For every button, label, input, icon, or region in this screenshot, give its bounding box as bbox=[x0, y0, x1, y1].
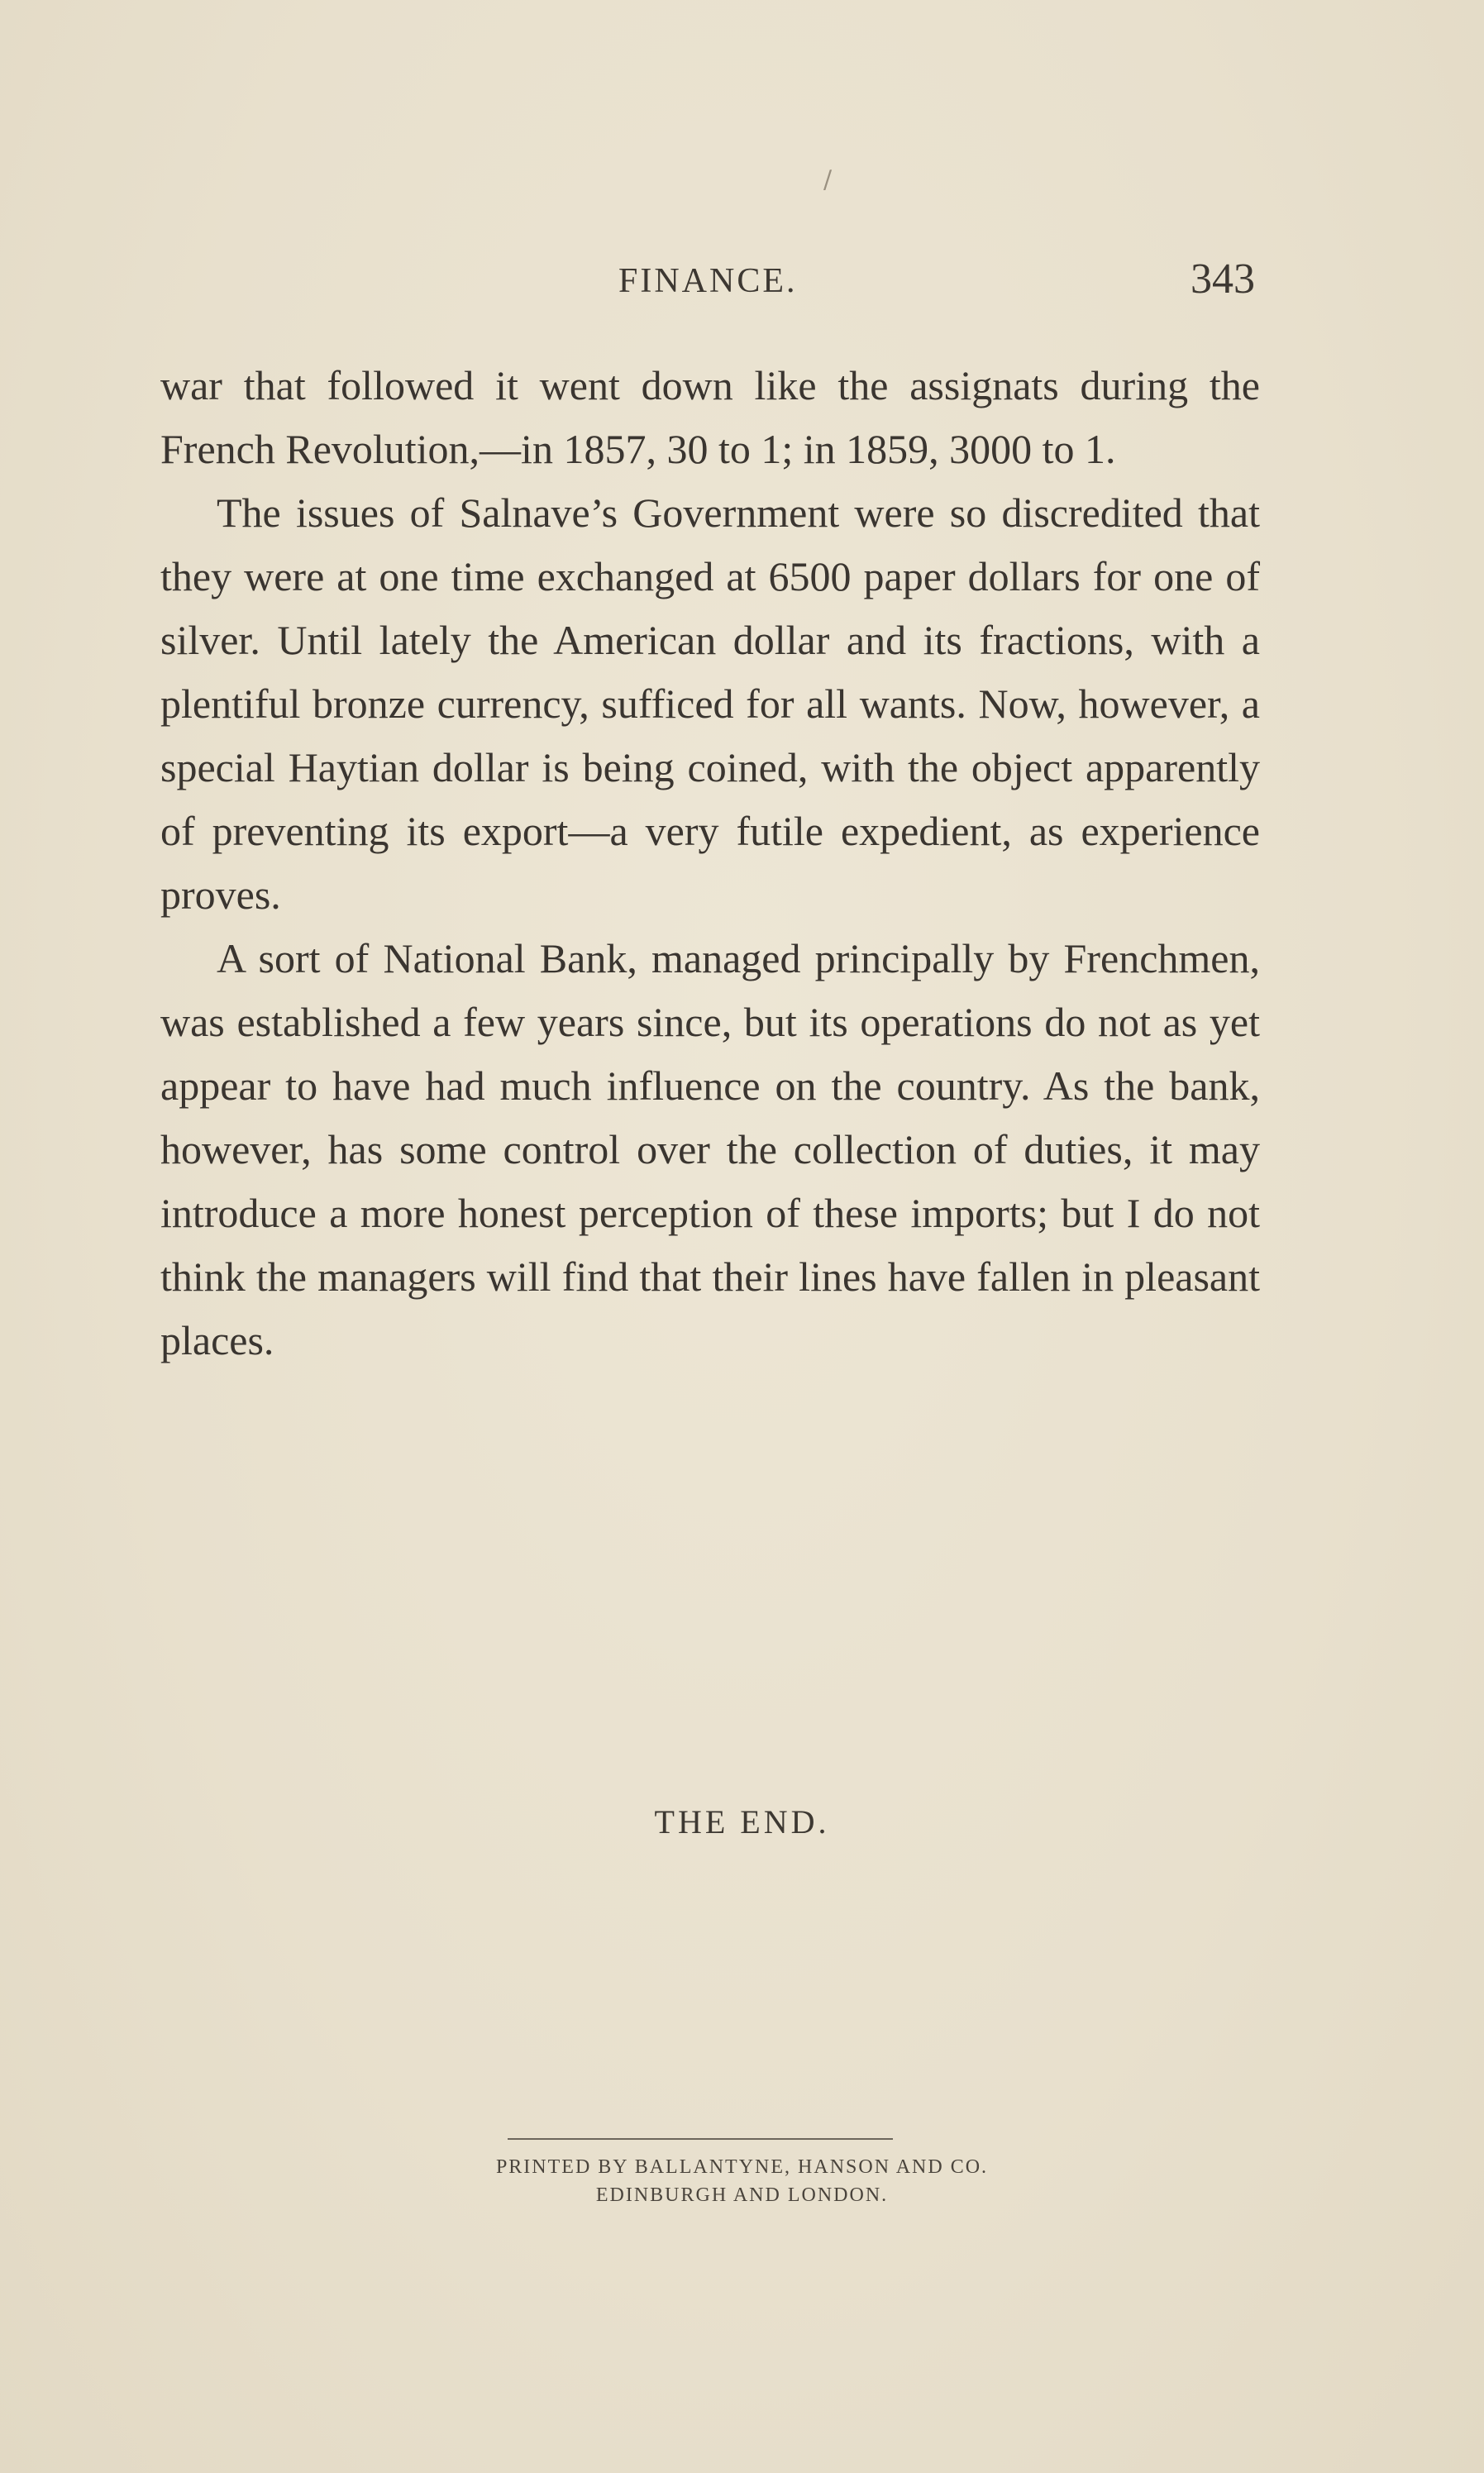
the-end: THE END. bbox=[654, 1803, 830, 1840]
paragraph-salnave: The issues of Salnave’s Government were so discredited that they were at one time exchanged at 6500 paper dollars for one of silver. Until lately the American dollar and its fractions, with a plentiful bronze currency, sufficed for all wants. Now, however, a special Haytian dollar is being coined, with the object apparently of preventing its export—a very futile expedient, as experience proves. bbox=[160, 489, 1260, 918]
running-head bbox=[0, 255, 1484, 313]
paragraph-continued: war that followed it went down like the assignats during the French Revolution,—in 1857, 30 to 1; in 1859, 3000 to 1. bbox=[160, 362, 1260, 472]
printer-imprint bbox=[0, 2153, 1484, 2209]
imprint-rule bbox=[508, 2138, 893, 2140]
imprint-line-1: PRINTED BY BALLANTYNE, HANSON AND CO. bbox=[495, 2156, 989, 2178]
margin-mark: / bbox=[823, 165, 833, 194]
page-number: 343 bbox=[1191, 255, 1255, 303]
running-title: FINANCE. bbox=[618, 262, 798, 300]
body-text bbox=[160, 354, 1260, 1373]
imprint-line-2: EDINBURGH AND LONDON. bbox=[595, 2184, 889, 2206]
paragraph-national-bank: A sort of National Bank, managed principally by Frenchmen, was established a few years since, but its operations do not as yet appear to have had much influence on the country. As the bank, however, has some control over the collection of duties, it may introduce a more honest perception of these imports; but I do not think the managers will find that their lines have fallen in pleasant places. bbox=[160, 935, 1260, 1363]
